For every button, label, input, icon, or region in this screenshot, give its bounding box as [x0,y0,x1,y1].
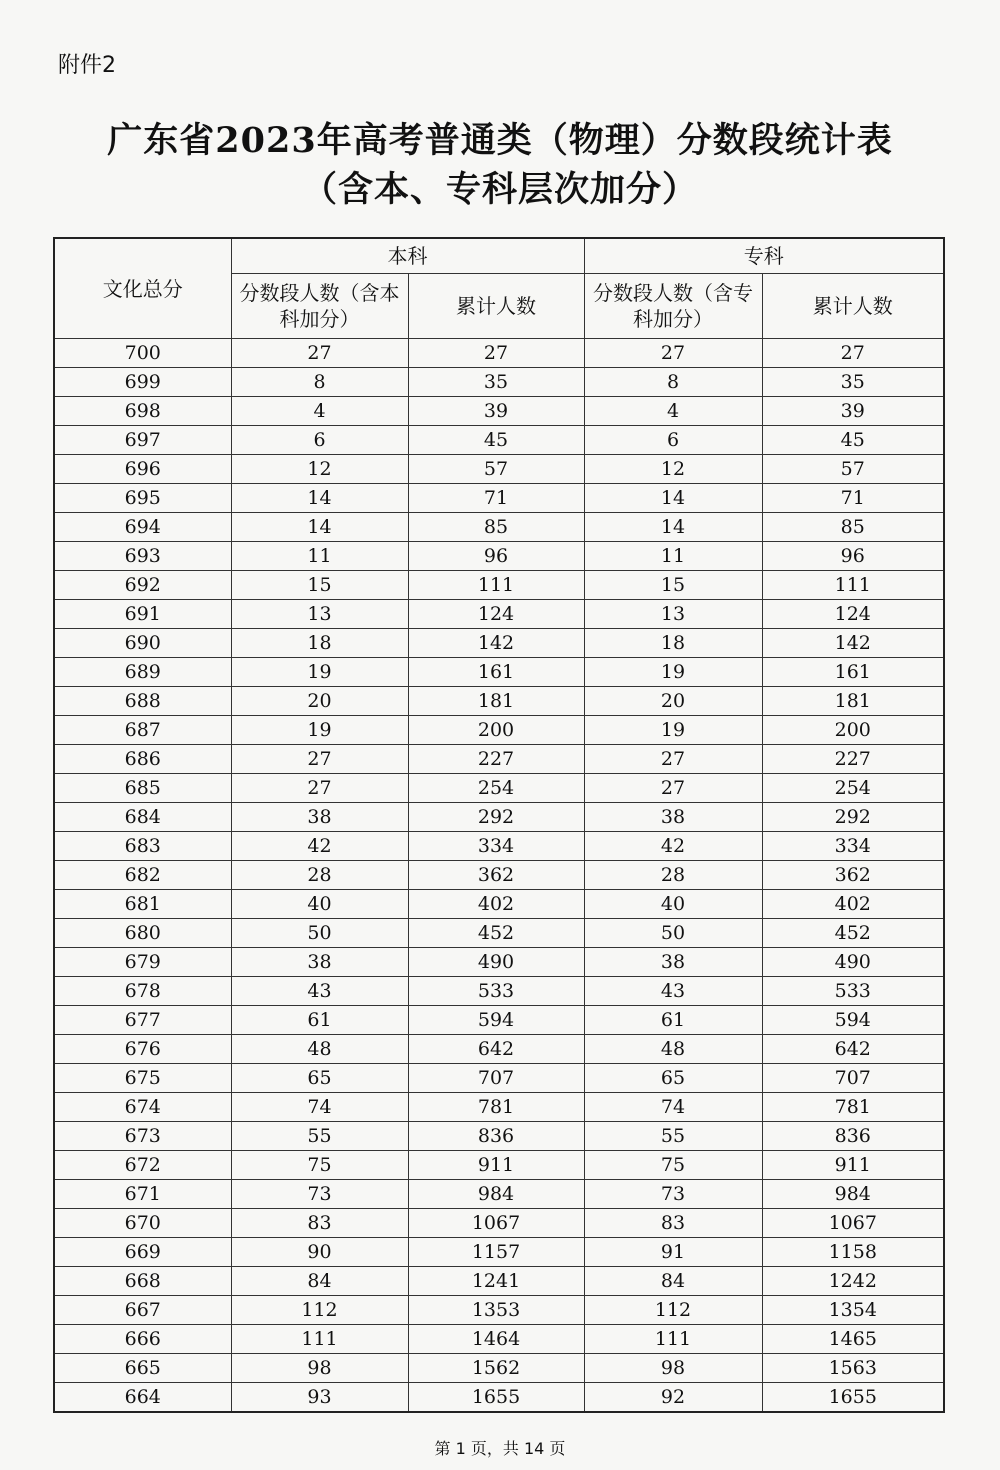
table-row [54,977,944,1006]
undergrad-cumulative-cell: 1241 [408,1267,584,1296]
table-row [54,1093,944,1122]
table-row [54,1296,944,1325]
header-undergrad-count: 分数段人数（含本科加分） [231,274,408,339]
undergrad-cumulative-cell: 781 [408,1093,584,1122]
score-cell: 665 [54,1354,231,1383]
junior-cumulative-cell: 181 [762,687,944,716]
junior-count-cell: 55 [584,1122,762,1151]
junior-cumulative-cell: 334 [762,832,944,861]
junior-cumulative-cell: 45 [762,426,944,455]
table-row [54,455,944,484]
score-cell: 686 [54,745,231,774]
table-row [54,745,944,774]
undergrad-count-cell: 28 [231,861,408,890]
junior-count-cell: 42 [584,832,762,861]
undergrad-count-cell: 14 [231,484,408,513]
score-cell: 676 [54,1035,231,1064]
undergrad-count-cell: 38 [231,803,408,832]
undergrad-count-cell: 27 [231,745,408,774]
junior-count-cell: 18 [584,629,762,658]
undergrad-count-cell: 83 [231,1209,408,1238]
junior-cumulative-cell: 254 [762,774,944,803]
junior-count-cell: 15 [584,571,762,600]
undergrad-count-cell: 8 [231,368,408,397]
undergrad-count-cell: 42 [231,832,408,861]
undergrad-cumulative-cell: 1067 [408,1209,584,1238]
undergrad-cumulative-cell: 111 [408,571,584,600]
junior-count-cell: 13 [584,600,762,629]
junior-cumulative-cell: 57 [762,455,944,484]
score-cell: 666 [54,1325,231,1354]
junior-cumulative-cell: 1655 [762,1383,944,1413]
undergrad-count-cell: 98 [231,1354,408,1383]
undergrad-count-cell: 20 [231,687,408,716]
undergrad-cumulative-cell: 594 [408,1006,584,1035]
undergrad-cumulative-cell: 200 [408,716,584,745]
score-cell: 700 [54,339,231,368]
junior-cumulative-cell: 27 [762,339,944,368]
score-distribution-table [53,237,945,1413]
undergrad-cumulative-cell: 911 [408,1151,584,1180]
junior-cumulative-cell: 227 [762,745,944,774]
undergrad-cumulative-cell: 1353 [408,1296,584,1325]
junior-count-cell: 11 [584,542,762,571]
junior-count-cell: 40 [584,890,762,919]
score-cell: 668 [54,1267,231,1296]
undergrad-cumulative-cell: 57 [408,455,584,484]
undergrad-cumulative-cell: 533 [408,977,584,1006]
header-score: 文化总分 [54,238,231,339]
score-cell: 696 [54,455,231,484]
junior-count-cell: 43 [584,977,762,1006]
table-row [54,426,944,455]
table-row [54,1383,944,1413]
undergrad-cumulative-cell: 85 [408,513,584,542]
junior-count-cell: 48 [584,1035,762,1064]
junior-count-cell: 27 [584,774,762,803]
undergrad-cumulative-cell: 39 [408,397,584,426]
undergrad-cumulative-cell: 161 [408,658,584,687]
junior-cumulative-cell: 1563 [762,1354,944,1383]
undergrad-count-cell: 12 [231,455,408,484]
undergrad-count-cell: 74 [231,1093,408,1122]
undergrad-count-cell: 50 [231,919,408,948]
table-row [54,1180,944,1209]
junior-count-cell: 8 [584,368,762,397]
score-cell: 688 [54,687,231,716]
score-cell: 697 [54,426,231,455]
table-row [54,687,944,716]
table-row [54,832,944,861]
junior-cumulative-cell: 707 [762,1064,944,1093]
undergrad-cumulative-cell: 362 [408,861,584,890]
table-row [54,861,944,890]
table-row [54,1267,944,1296]
junior-count-cell: 111 [584,1325,762,1354]
junior-cumulative-cell: 984 [762,1180,944,1209]
junior-count-cell: 19 [584,716,762,745]
score-cell: 683 [54,832,231,861]
table-row [54,774,944,803]
table-row [54,1209,944,1238]
score-cell: 678 [54,977,231,1006]
junior-count-cell: 14 [584,513,762,542]
score-cell: 695 [54,484,231,513]
undergrad-cumulative-cell: 836 [408,1122,584,1151]
header-junior: 专科 [584,238,944,274]
table-row [54,1238,944,1267]
undergrad-cumulative-cell: 292 [408,803,584,832]
undergrad-cumulative-cell: 334 [408,832,584,861]
junior-count-cell: 14 [584,484,762,513]
score-cell: 671 [54,1180,231,1209]
table-row [54,948,944,977]
junior-count-cell: 83 [584,1209,762,1238]
table-row [54,1122,944,1151]
undergrad-cumulative-cell: 984 [408,1180,584,1209]
header-junior-cumulative: 累计人数 [762,274,944,339]
junior-cumulative-cell: 642 [762,1035,944,1064]
junior-count-cell: 112 [584,1296,762,1325]
junior-count-cell: 4 [584,397,762,426]
undergrad-count-cell: 4 [231,397,408,426]
junior-count-cell: 38 [584,948,762,977]
undergrad-cumulative-cell: 642 [408,1035,584,1064]
junior-cumulative-cell: 1465 [762,1325,944,1354]
score-cell: 667 [54,1296,231,1325]
table-row [54,629,944,658]
table-row [54,542,944,571]
table-row [54,600,944,629]
undergrad-cumulative-cell: 1464 [408,1325,584,1354]
table-row [54,397,944,426]
junior-count-cell: 98 [584,1354,762,1383]
junior-cumulative-cell: 161 [762,658,944,687]
junior-count-cell: 38 [584,803,762,832]
junior-cumulative-cell: 71 [762,484,944,513]
undergrad-cumulative-cell: 71 [408,484,584,513]
junior-count-cell: 84 [584,1267,762,1296]
junior-count-cell: 65 [584,1064,762,1093]
undergrad-count-cell: 112 [231,1296,408,1325]
junior-count-cell: 91 [584,1238,762,1267]
score-cell: 681 [54,890,231,919]
score-cell: 694 [54,513,231,542]
undergrad-count-cell: 93 [231,1383,408,1413]
undergrad-cumulative-cell: 490 [408,948,584,977]
score-cell: 682 [54,861,231,890]
undergrad-count-cell: 19 [231,716,408,745]
undergrad-count-cell: 65 [231,1064,408,1093]
header-undergrad: 本科 [231,238,584,274]
junior-cumulative-cell: 402 [762,890,944,919]
junior-cumulative-cell: 1067 [762,1209,944,1238]
table-row [54,716,944,745]
junior-cumulative-cell: 781 [762,1093,944,1122]
score-cell: 691 [54,600,231,629]
junior-count-cell: 74 [584,1093,762,1122]
score-cell: 685 [54,774,231,803]
header-undergrad-cumulative: 累计人数 [408,274,584,339]
page-title: 广东省2023年高考普通类（物理）分数段统计表 [107,120,893,161]
undergrad-count-cell: 43 [231,977,408,1006]
undergrad-cumulative-cell: 254 [408,774,584,803]
undergrad-count-cell: 73 [231,1180,408,1209]
table-body [54,339,944,1413]
junior-cumulative-cell: 200 [762,716,944,745]
undergrad-cumulative-cell: 1562 [408,1354,584,1383]
undergrad-count-cell: 111 [231,1325,408,1354]
score-cell: 672 [54,1151,231,1180]
undergrad-cumulative-cell: 402 [408,890,584,919]
junior-cumulative-cell: 39 [762,397,944,426]
junior-cumulative-cell: 124 [762,600,944,629]
junior-count-cell: 12 [584,455,762,484]
junior-count-cell: 50 [584,919,762,948]
undergrad-count-cell: 14 [231,513,408,542]
undergrad-count-cell: 90 [231,1238,408,1267]
table-row [54,803,944,832]
undergrad-cumulative-cell: 27 [408,339,584,368]
junior-count-cell: 27 [584,745,762,774]
junior-cumulative-cell: 1242 [762,1267,944,1296]
undergrad-count-cell: 15 [231,571,408,600]
table-row [54,1064,944,1093]
page-footer: 第 1 页，共 14 页 [434,1439,566,1458]
score-cell: 693 [54,542,231,571]
table-row [54,484,944,513]
table-row [54,1354,944,1383]
junior-cumulative-cell: 85 [762,513,944,542]
undergrad-cumulative-cell: 227 [408,745,584,774]
table-row [54,919,944,948]
score-cell: 673 [54,1122,231,1151]
score-cell: 674 [54,1093,231,1122]
junior-cumulative-cell: 35 [762,368,944,397]
junior-cumulative-cell: 1158 [762,1238,944,1267]
table-row [54,1035,944,1064]
junior-cumulative-cell: 142 [762,629,944,658]
score-cell: 698 [54,397,231,426]
junior-cumulative-cell: 96 [762,542,944,571]
junior-cumulative-cell: 490 [762,948,944,977]
junior-cumulative-cell: 533 [762,977,944,1006]
junior-count-cell: 20 [584,687,762,716]
score-cell: 684 [54,803,231,832]
score-cell: 677 [54,1006,231,1035]
undergrad-cumulative-cell: 45 [408,426,584,455]
score-cell: 687 [54,716,231,745]
undergrad-cumulative-cell: 452 [408,919,584,948]
attachment-label: 附件2 [58,53,116,78]
undergrad-cumulative-cell: 181 [408,687,584,716]
junior-count-cell: 92 [584,1383,762,1413]
undergrad-count-cell: 38 [231,948,408,977]
undergrad-count-cell: 40 [231,890,408,919]
junior-cumulative-cell: 111 [762,571,944,600]
junior-count-cell: 61 [584,1006,762,1035]
table-row [54,890,944,919]
undergrad-count-cell: 13 [231,600,408,629]
undergrad-count-cell: 19 [231,658,408,687]
undergrad-count-cell: 18 [231,629,408,658]
table-row [54,339,944,368]
junior-cumulative-cell: 836 [762,1122,944,1151]
undergrad-count-cell: 75 [231,1151,408,1180]
score-cell: 679 [54,948,231,977]
table-row [54,368,944,397]
junior-count-cell: 27 [584,339,762,368]
table-row [54,1006,944,1035]
junior-cumulative-cell: 452 [762,919,944,948]
undergrad-count-cell: 27 [231,339,408,368]
undergrad-cumulative-cell: 1655 [408,1383,584,1413]
undergrad-count-cell: 27 [231,774,408,803]
score-cell: 692 [54,571,231,600]
junior-count-cell: 75 [584,1151,762,1180]
table-row [54,1325,944,1354]
junior-cumulative-cell: 594 [762,1006,944,1035]
undergrad-cumulative-cell: 35 [408,368,584,397]
table-row [54,658,944,687]
junior-cumulative-cell: 911 [762,1151,944,1180]
undergrad-count-cell: 84 [231,1267,408,1296]
score-cell: 689 [54,658,231,687]
score-cell: 675 [54,1064,231,1093]
undergrad-cumulative-cell: 96 [408,542,584,571]
junior-count-cell: 73 [584,1180,762,1209]
undergrad-cumulative-cell: 124 [408,600,584,629]
undergrad-count-cell: 48 [231,1035,408,1064]
junior-cumulative-cell: 1354 [762,1296,944,1325]
score-cell: 699 [54,368,231,397]
junior-cumulative-cell: 292 [762,803,944,832]
undergrad-cumulative-cell: 707 [408,1064,584,1093]
score-cell: 680 [54,919,231,948]
junior-count-cell: 28 [584,861,762,890]
junior-count-cell: 19 [584,658,762,687]
score-cell: 664 [54,1383,231,1413]
junior-cumulative-cell: 362 [762,861,944,890]
undergrad-cumulative-cell: 142 [408,629,584,658]
undergrad-count-cell: 6 [231,426,408,455]
table-row [54,513,944,542]
undergrad-count-cell: 55 [231,1122,408,1151]
score-cell: 669 [54,1238,231,1267]
page-subtitle: （含本、专科层次加分） [301,169,698,210]
undergrad-cumulative-cell: 1157 [408,1238,584,1267]
table-row [54,1151,944,1180]
score-cell: 670 [54,1209,231,1238]
undergrad-count-cell: 11 [231,542,408,571]
junior-count-cell: 6 [584,426,762,455]
undergrad-count-cell: 61 [231,1006,408,1035]
header-junior-count: 分数段人数（含专科加分） [584,274,762,339]
score-cell: 690 [54,629,231,658]
table-row [54,571,944,600]
